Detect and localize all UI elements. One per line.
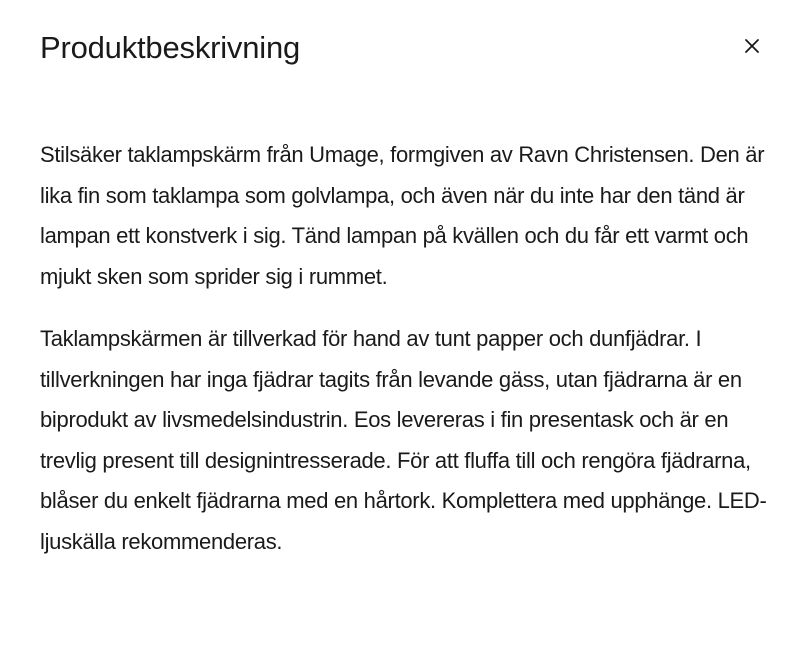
close-button[interactable] [738,32,766,60]
description-paragraph: Stilsäker taklampskärm från Umage, formgiven av Ravn Christensen. Den är lika fin som taklampa som golvlampa, och även när du inte har den tänd är lampan ett konstverk i sig. Tänd lampan på kvällen och du får ett varmt och mjukt sken som sprider sig i rummet. [40,142,765,289]
close-icon [744,38,760,54]
dialog-title: Produktbeskrivning [40,30,301,65]
description-body [40,135,768,584]
description-paragraph: Taklampskärmen är tillverkad för hand av tunt papper och dunfjädrar. I tillverkningen har inga fjädrar tagits från levande gäss, utan fjädrarna är en biprodukt av livsmedelsindustrin. Eos levereras i fin presentask och är en trevlig present till designintresserade. För att fluffa till och rengöra fjädrarna, blåser du enkelt fjädrarna med en hårtork. Komplettera med upphänge. LED-ljuskälla rekommenderas. [40,326,767,554]
dialog-header [40,26,764,70]
